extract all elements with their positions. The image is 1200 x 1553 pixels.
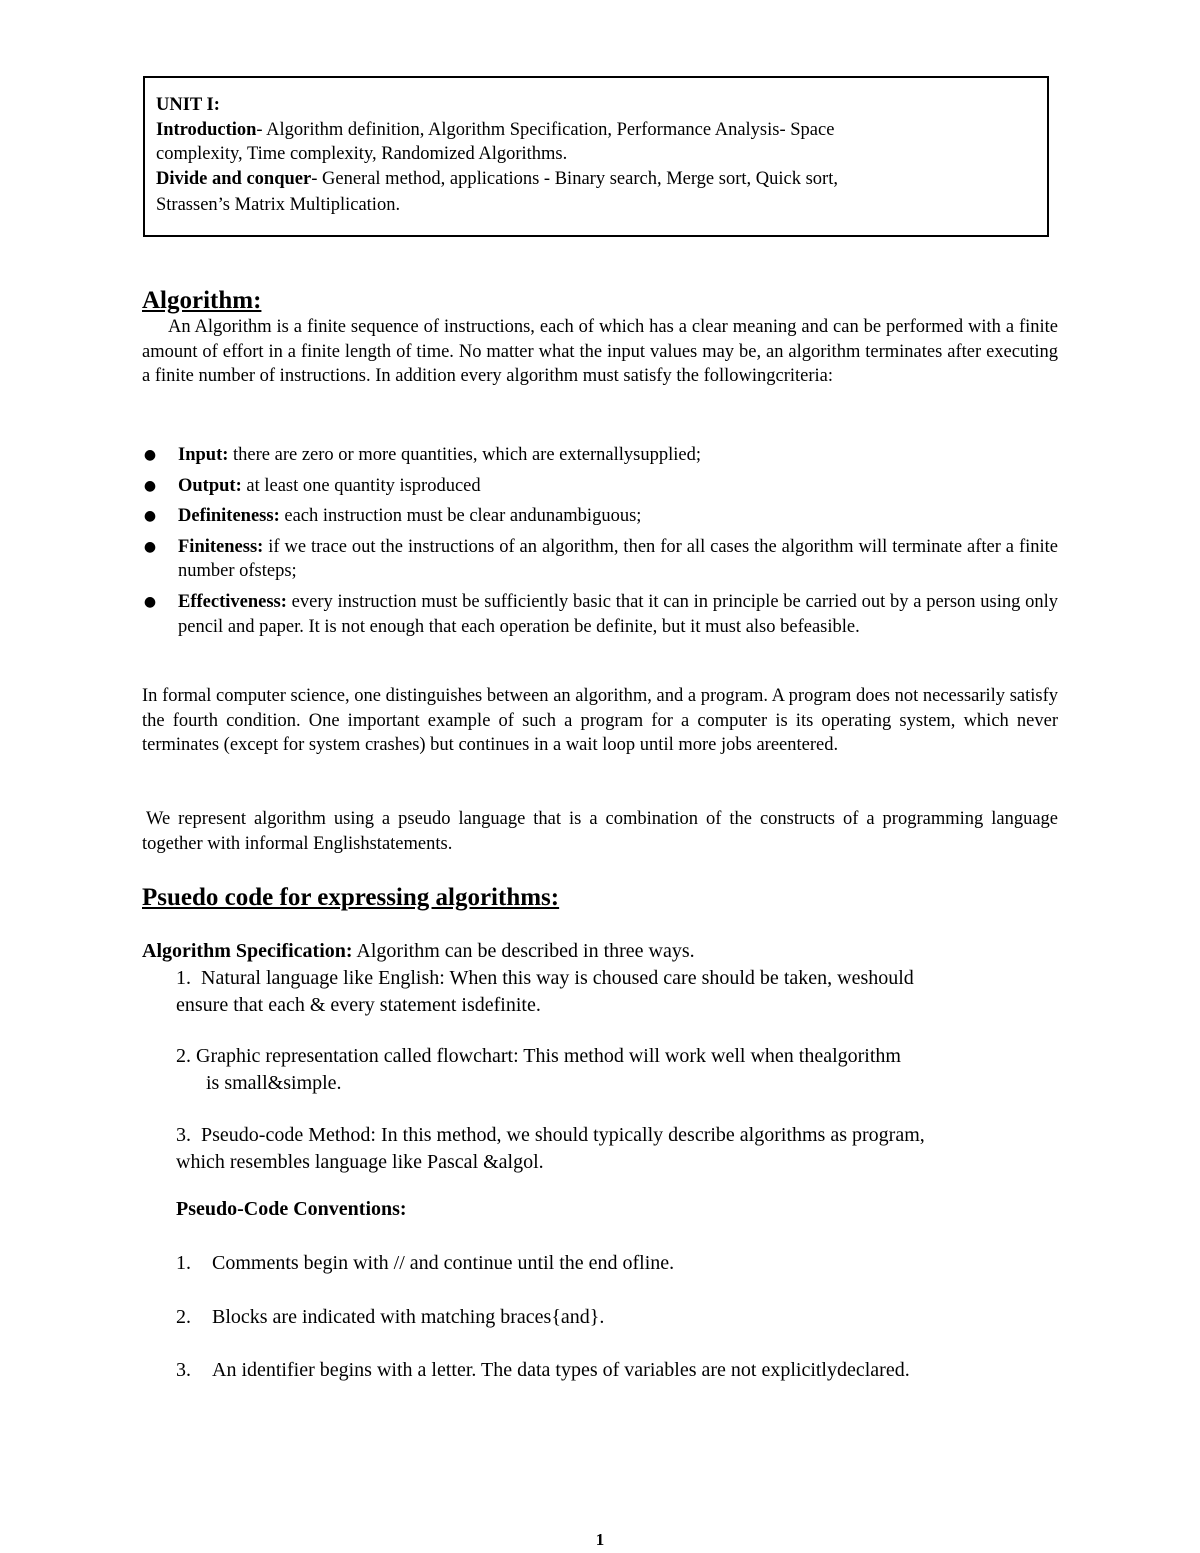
algorithm-heading: Algorithm:: [142, 287, 262, 314]
criteria-list: [142, 443, 1058, 645]
convention-item-2: 2. Blocks are indicated with matching braces{and}.: [176, 1306, 605, 1328]
dc-label: Divide and conquer: [156, 168, 312, 189]
syllabus-intro-line-2: complexity, Time complexity, Randomized Algorithms.: [156, 144, 568, 164]
convention-item-1: 1. Comments begin with // and continue until the end ofline.: [176, 1252, 675, 1274]
algorithm-specification: Algorithm Specification: Algorithm can be described in three ways.: [142, 940, 695, 962]
syllabus-intro-line: Introduction- Algorithm definition, Algorithm Specification, Performance Analysis- Space: [156, 119, 835, 140]
criteria-item-finiteness: ● Finiteness: if we trace out the instructions of an algorithm, then for all cases the algorithm will terminate after a finite number ofsteps;: [143, 536, 1058, 582]
intro-label: Introduction: [156, 119, 257, 140]
pseudo-code-heading: Psuedo code for expressing algorithms:: [142, 884, 560, 911]
convention-item-3: 3. An identifier begins with a letter. The data types of variables are not explicitlydeclared.: [176, 1359, 910, 1381]
criteria-item-output: ● Output: at least one quantity isproduced: [143, 475, 481, 496]
spec-way-2: 2. Graphic representation called flowchart: This method will work well when thealgorithm is small&simple.: [176, 1045, 901, 1094]
spec-way-3: 3. Pseudo-code Method: In this method, we should typically describe algorithms as program, which resembles language like Pascal &algol.: [176, 1124, 925, 1173]
formal-paragraph: In formal computer science, one distinguishes between an algorithm, and a program. A program does not necessarily satisfy the fourth condition. One important example of such a program for a computer is its operating system, which never terminates (except for system crashes) but continues in a wait loop until more jobs areentered.: [142, 686, 1058, 756]
criteria-item-input: ● Input: there are zero or more quantities, which are externallysupplied;: [143, 445, 701, 465]
conventions-title: Pseudo-Code Conventions:: [176, 1198, 407, 1220]
unit-title: UNIT I:: [156, 95, 220, 115]
spec-way-1: 1. Natural language like English: When this way is choused care should be taken, weshould ensure that each & every statement isdefinite.: [176, 967, 914, 1016]
criteria-item-effectiveness: ● Effectiveness: every instruction must be sufficiently basic that it can in principle be carried out by a person using only pencil and paper. It is not enough that each operation be definite, but it must also befeasible.: [143, 591, 1058, 637]
page-number: 1: [595, 1530, 605, 1549]
algorithm-intro-paragraph: An Algorithm is a finite sequence of instructions, each of which has a clear meaning and can be performed with a finite amount of effort in a finite length of time. No matter what the input values may be, an algorithm terminates after executing a finite number of instructions. In addition every algorithm must satisfy the followingcriteria:: [142, 317, 1058, 387]
pseudo-language-paragraph: We represent algorithm using a pseudo language that is a combination of the constructs of a programming language together with informal Englishstatements.: [142, 809, 1058, 854]
syllabus-dc-line: Divide and conquer- General method, applications - Binary search, Merge sort, Quick sort,: [156, 168, 838, 189]
syllabus-box: [143, 76, 1049, 237]
criteria-item-definiteness: ● Definiteness: each instruction must be clear andunambiguous;: [143, 506, 642, 527]
syllabus-dc-line-2: Strassen’s Matrix Multiplication.: [156, 195, 401, 215]
